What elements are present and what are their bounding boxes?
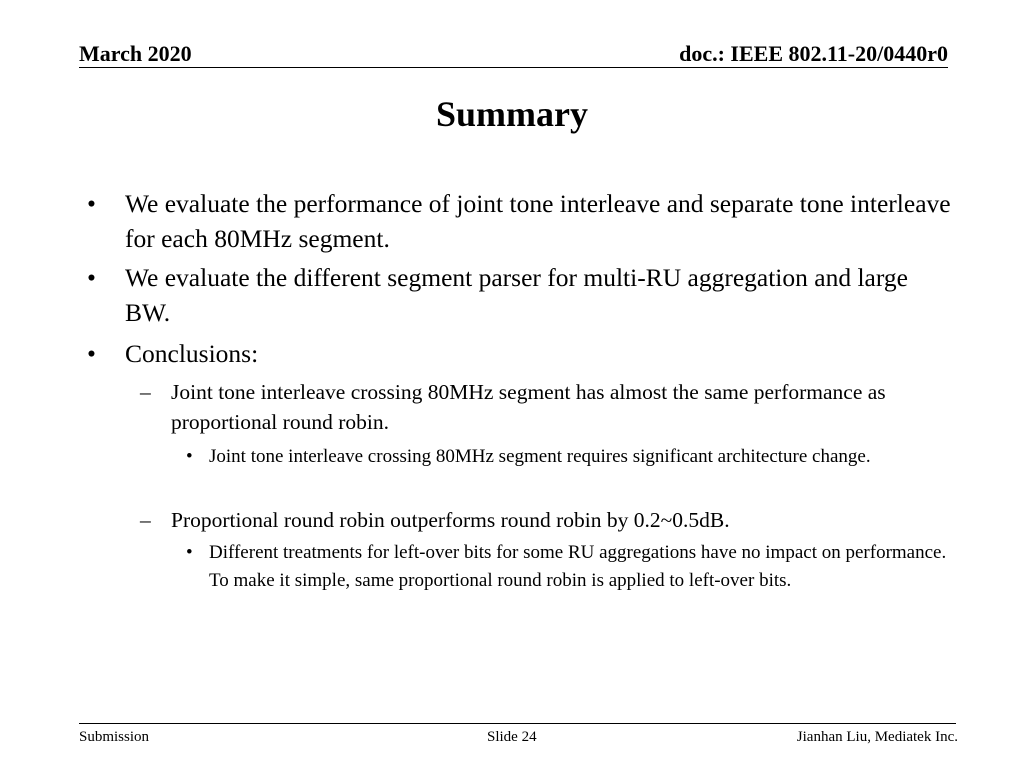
dash-icon: – xyxy=(140,508,151,532)
sub-bullet-joint-interleave xyxy=(140,377,911,437)
bullet-conclusions xyxy=(87,336,955,371)
footer-submission: Submission xyxy=(79,729,150,745)
bullet-dot-icon: • xyxy=(87,263,96,292)
bullet-dot-icon: • xyxy=(186,542,193,563)
footer-divider xyxy=(79,723,956,724)
footer-slide-number: Slide 24 xyxy=(487,729,537,745)
bullet-text: We evaluate the different segment parser for multi-RU aggregation and large BW. xyxy=(125,263,908,327)
slide-title: Summary xyxy=(436,94,588,134)
bullet-text: Conclusions: xyxy=(125,339,259,368)
sub-bullet-round-robin xyxy=(140,505,911,535)
sub-sub-bullet-left-over-bits xyxy=(186,539,949,595)
sub-sub-bullet-architecture xyxy=(186,443,949,471)
footer-author: Jianhan Liu, Mediatek Inc. xyxy=(796,729,958,745)
bullet-evaluate-parser xyxy=(87,260,955,330)
header-doc-id: doc.: IEEE 802.11-20/0440r0 xyxy=(679,41,948,66)
header-date: March 2020 xyxy=(79,41,192,66)
bullet-evaluate-interleave xyxy=(87,186,955,256)
sub-sub-bullet-text: Different treatments for left-over bits for some RU aggregations have no impact on performance. To make it simple, same proportional round robin is applied to left-over bits. xyxy=(209,542,947,591)
dash-icon: – xyxy=(140,380,151,404)
sub-bullet-text: Proportional round robin outperforms round robin by 0.2~0.5dB. xyxy=(171,508,730,532)
bullet-dot-icon: • xyxy=(87,189,96,218)
sub-sub-bullet-text: Joint tone interleave crossing 80MHz segment requires significant architecture change. xyxy=(209,446,871,467)
bullet-text: We evaluate the performance of joint tone interleave and separate tone interleave for each 80MHz segment. xyxy=(125,189,951,253)
bullet-dot-icon: • xyxy=(87,339,96,368)
sub-bullet-text: Joint tone interleave crossing 80MHz segment has almost the same performance as proportional round robin. xyxy=(171,380,886,434)
bullet-dot-icon: • xyxy=(186,446,193,467)
